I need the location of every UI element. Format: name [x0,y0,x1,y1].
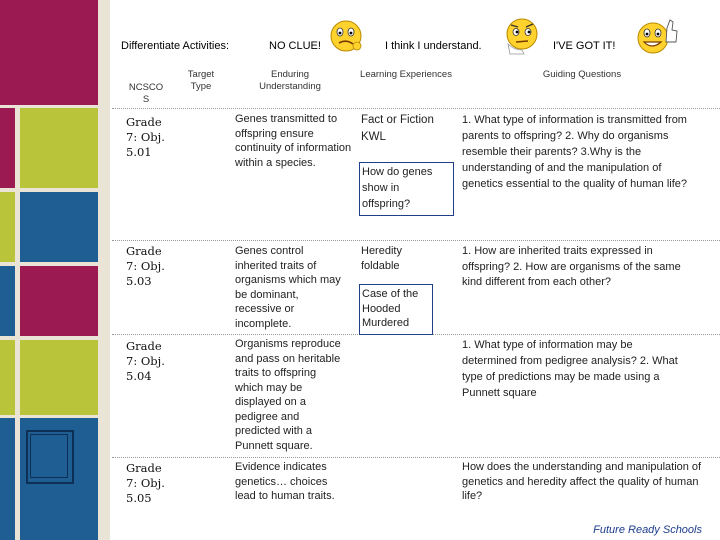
grade-line: 7: Obj. [126,130,165,144]
row-separator [112,240,720,241]
learning-experience-cell: Fact or Fiction KWL [361,114,434,143]
grade-objective [126,339,165,384]
thumbs-up-face-icon [635,16,679,60]
sidebar-block-blue [20,192,98,262]
grade-objective [126,244,165,289]
sidebar-frame-inner [30,434,68,478]
column-header-ncsco: NCSCO S [128,82,164,105]
column-header-enduring-understanding: Enduring Understanding [259,69,321,92]
sidebar-block-magenta [0,0,98,105]
header-label: Differentiate Activities: [121,40,230,52]
grade-line: 5.04 [126,369,152,383]
grade-line: 5.03 [126,274,152,288]
column-header-learning-experiences: Learning Experiences [360,69,452,80]
grade-line: 7: Obj. [126,476,165,490]
grade-line: 5.05 [126,491,152,505]
level-got-it: I'VE GOT IT! [553,40,616,52]
thinking-face-icon [502,14,542,58]
enduring-understanding-cell: Evidence indicates genetics… choices lead to human traits. [235,461,335,502]
grade-line: 7: Obj. [126,259,165,273]
sidebar-block-lime [0,192,15,262]
grade-line: Grade [126,115,162,129]
grade-line: Grade [126,244,162,258]
sidebar-block-lime [0,340,15,415]
grade-objective [126,461,165,506]
sidebar-block-magenta [0,108,15,188]
guiding-questions-cell: 1. What type of information may be determined from pedigree analysis? 2. What type of predictions may be made using a Punnett square [462,339,678,399]
column-header-target-type: Target Type [187,69,215,92]
guiding-questions-cell: 1. How are inherited traits expressed in offspring? 2. How are organisms of the same kind different from each other? [462,245,681,288]
sidebar-block-lime [20,340,98,415]
enduring-understanding-cell: Genes control inherited traits of organisms which may be dominant, recessive or incomplete. [235,245,341,330]
sidebar-block-blue [20,418,98,540]
grade-line: 7: Obj. [126,354,165,368]
enduring-understanding-cell: Organisms reproduce and pass on heritable traits to offspring which may be displayed on a pedigree and predicted with a Punnett square. [235,338,341,452]
guiding-questions-cell: 1. What type of information is transmitted from parents to offspring? 2. Why do organisms resemble their parents? 3.Why is the understanding of and the manipulation of genetics essential to the quality of human life? [462,114,688,190]
sidebar-block-lime [20,108,98,188]
row-separator [112,108,720,109]
grade-objective [126,115,165,160]
column-header-guiding-questions: Guiding Questions [542,69,622,80]
confused-face-icon [327,16,365,58]
grade-line: Grade [126,461,162,475]
grade-line: Grade [126,339,162,353]
grade-line: 5.01 [126,145,152,159]
level-think-understand: I think I understand. [385,40,482,52]
sidebar-block-blue [0,266,15,336]
enduring-understanding-cell: Genes transmitted to offspring ensure continuity of information within a species. [235,113,352,169]
sidebar-decoration [0,0,110,540]
sidebar-block-blue [0,418,15,540]
sidebar-block-magenta [20,266,98,336]
level-no-clue: NO CLUE! [269,40,321,52]
row-separator [112,457,720,458]
learning-experience-cell: How do genes show in offspring? [362,166,433,210]
guiding-questions-cell: How does the understanding and manipulation of genetics and heredity affect the quality of human life? [462,461,702,502]
footer-brand: Future Ready Schools [593,524,702,536]
learning-experience-cell: Case of the Hooded Murdered [362,288,419,329]
learning-experience-cell: Heredity foldable [361,245,402,272]
